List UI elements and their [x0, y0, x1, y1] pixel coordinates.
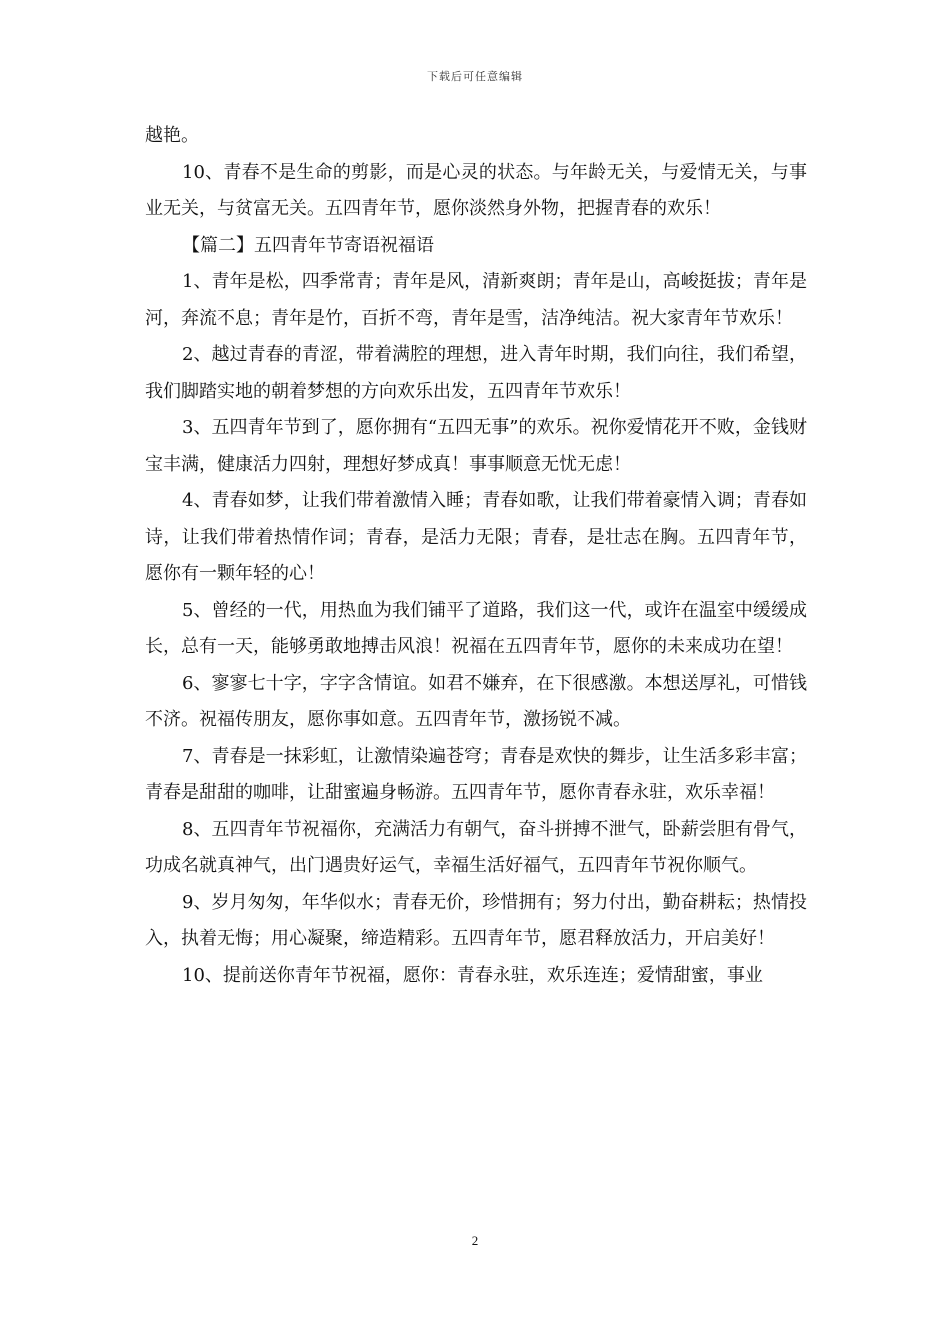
paragraph: 越艳。: [145, 125, 199, 146]
paragraph: 1、青年是松，四季常青；青年是风，清新爽朗；青年是山，高峻挺拔；青年是河，奔流不息；青年是竹，百折不弯，青年是雪，洁净纯洁。祝大家青年节欢乐！: [145, 271, 807, 329]
paragraph: 10、提前送你青年节祝福，愿你：青春永驻，欢乐连连；爱情甜蜜，事业: [182, 964, 763, 986]
paragraph: 3、五四青年节到了，愿你拥有“五四无事”的欢乐。祝你爱情花开不败，金钱财宝丰满，健康活力四射，理想好梦成真！事事顺意无忧无虑！: [145, 417, 807, 475]
page-number: 2: [471, 1233, 479, 1248]
paragraph: 9、岁月匆匆，年华似水；青春无价，珍惜拥有；努力付出，勤奋耕耘；热情投入，执着无悔；用心凝聚，缔造精彩。五四青年节，愿君释放活力，开启美好！: [145, 891, 807, 949]
paragraph: 4、青春如梦，让我们带着激情入睡；青春如歌，让我们带着豪情入调；青春如诗，让我们带着热情作词；青春，是活力无限；青春，是壮志在胸。五四青年节，愿你有一颗年轻的心！: [145, 490, 807, 584]
section-heading: 【篇二】五四青年节寄语祝福语: [182, 234, 434, 256]
paragraph: 6、寥寥七十字，字字含情谊。如君不嫌弃，在下很感激。本想送厚礼，可惜钱不济。祝福传朋友，愿你事如意。五四青年节，激扬锐不减。: [145, 672, 807, 730]
paragraph: 7、青春是一抹彩虹，让激情染遍苍穹；青春是欢快的舞步，让生活多彩丰富；青春是甜甜的咖啡，让甜蜜遍身畅游。五四青年节，愿你青春永驻，欢乐幸福！: [145, 745, 807, 803]
page-header: 下载后可任意编辑: [427, 70, 523, 83]
paragraph: 10、青春不是生命的剪影，而是心灵的状态。与年龄无关，与爱情无关，与事业无关，与贫富无关。五四青年节，愿你淡然身外物，把握青春的欢乐！: [145, 161, 807, 219]
paragraph: 2、越过青春的青涩，带着满腔的理想，进入青年时期，我们向往，我们希望，我们脚踏实地的朝着梦想的方向欢乐出发，五四青年节欢乐！: [145, 344, 807, 402]
paragraph: 5、曾经的一代，用热血为我们铺平了道路，我们这一代，或许在温室中缓缓成长，总有一天，能够勇敢地搏击风浪！祝福在五四青年节，愿你的未来成功在望！: [145, 599, 807, 657]
document-body: [145, 118, 807, 994]
paragraph: 8、五四青年节祝福你，充满活力有朝气，奋斗拼搏不泄气，卧薪尝胆有骨气，功成名就真神气，出门遇贵好运气，幸福生活好福气，五四青年节祝你顺气。: [145, 818, 807, 876]
